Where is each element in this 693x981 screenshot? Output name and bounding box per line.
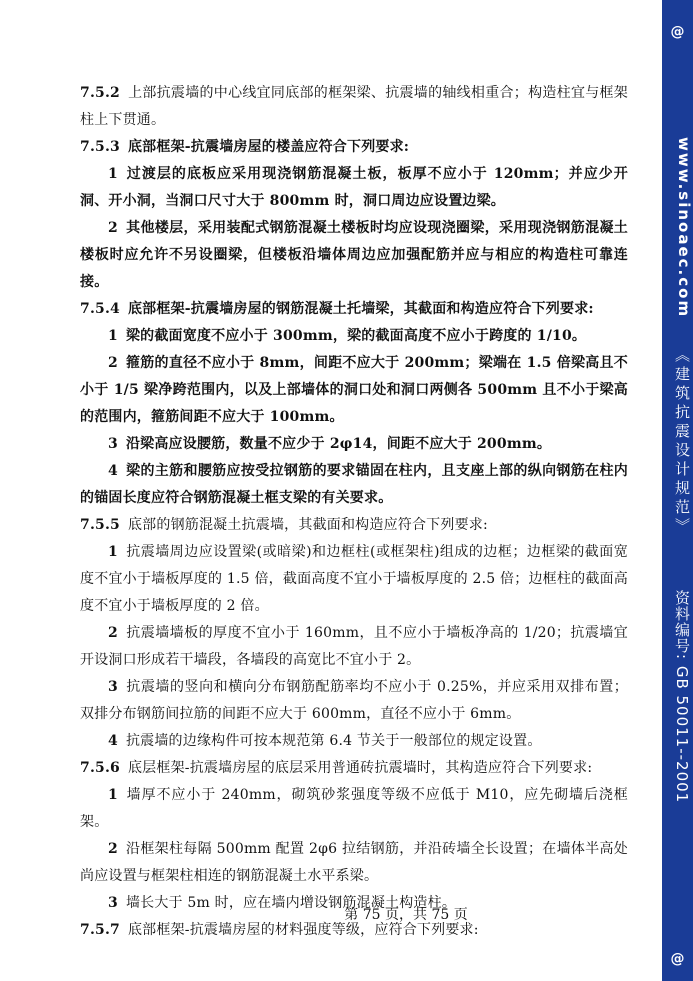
clause-number: 7.5.2: [80, 85, 120, 101]
clause-number: 7.5.4: [80, 301, 120, 317]
paragraph-text: 过渡层的底板应采用现浇钢筋混凝土板，板厚不应小于 120mm；并应少开洞、开小洞，当洞口尺寸大于 800mm 时，洞口周边应设置边梁。: [80, 166, 628, 209]
list-item: [80, 215, 628, 296]
paragraph-text: 箍筋的直径不应小于 8mm，间距不应大于 200mm；梁端在 1.5 倍梁高且不小于 1/5 梁净跨范围内，以及上部墙体的洞口处和洞口两侧各 500mm 且不小于梁高的范围内，箍筋间距不应大于 100mm。: [80, 355, 628, 425]
document-code-label: 资料编号: GB 50011--2001: [673, 590, 691, 804]
list-item: [80, 323, 628, 350]
side-banner: [662, 0, 693, 981]
item-number: 3: [108, 895, 118, 911]
paragraph-text: 墙厚不应小于 240mm，砌筑砂浆强度等级不应低于 M10，应先砌墙后浇框架。: [80, 787, 628, 830]
paragraph-text: 墙长大于 5m 时，应在墙内增设钢筋混凝土构造柱。: [125, 895, 457, 911]
list-item: [80, 161, 628, 215]
clause-paragraph: [80, 80, 628, 134]
paragraph-text: 抗震墙周边应设置梁(或暗梁)和边框柱(或框架柱)组成的边框；边框梁的截面宽度不宜小于墙板厚度的 1.5 倍，截面高度不宜小于墙板厚度的 2.5 倍；边框柱的截面高度不宜小于墙板厚度的 2 倍。: [80, 544, 628, 614]
list-item: [80, 782, 628, 836]
item-number: 1: [108, 328, 118, 344]
item-number: 1: [108, 787, 118, 803]
paragraph-text: 底部框架-抗震墙房屋的楼盖应符合下列要求:: [127, 139, 410, 155]
clause-paragraph: [80, 755, 628, 782]
item-number: 2: [108, 625, 118, 641]
clause-number: 7.5.6: [80, 760, 120, 776]
clause-paragraph: [80, 512, 628, 539]
book-title-label: 《建筑抗震设计规范》: [673, 347, 691, 537]
website-label: www.sinoaec.com: [675, 137, 693, 319]
paragraph-text: 梁的截面宽度不应小于 300mm，梁的截面高度不应小于跨度的 1/10。: [125, 328, 587, 344]
item-number: 4: [108, 463, 118, 479]
paragraph-text: 底部框架-抗震墙房屋的材料强度等级，应符合下列要求:: [127, 922, 479, 938]
document-body: [80, 80, 628, 944]
page-number: 第 75 页，共 75 页: [344, 907, 468, 923]
paragraph-text: 底层框架-抗震墙房屋的底层采用普通砖抗震墙时，其构造应符合下列要求:: [127, 760, 593, 776]
clause-paragraph: [80, 296, 628, 323]
paragraph-text: 梁的主筋和腰筋应按受拉钢筋的要求锚固在柱内，且支座上部的纵向钢筋在柱内的锚固长度应符合钢筋混凝土框支梁的有关要求。: [80, 463, 628, 506]
clause-paragraph: [80, 134, 628, 161]
paragraph-text: 底部的钢筋混凝土抗震墙，其截面和构造应符合下列要求:: [127, 517, 488, 533]
item-number: 4: [108, 733, 118, 749]
item-number: 3: [108, 436, 118, 452]
clause-number: 7.5.5: [80, 517, 120, 533]
list-item: [80, 728, 628, 755]
paragraph-text: 抗震墙墙板的厚度不宜小于 160mm，且不应小于墙板净高的 1/20；抗震墙宜开设洞口形成若干墙段，各墙段的高宽比不宜小于 2。: [80, 625, 628, 668]
paragraph-text: 上部抗震墙的中心线宜同底部的框架梁、抗震墙的轴线相重合；构造柱宜与框架柱上下贯通。: [80, 85, 628, 128]
clause-number: 7.5.3: [80, 139, 120, 155]
page-footer: [0, 904, 662, 924]
list-item: [80, 458, 628, 512]
paragraph-text: 其他楼层，采用装配式钢筋混凝土楼板时均应设现浇圈梁，采用现浇钢筋混凝土楼板时应允许不另设圈梁，但楼板沿墙体周边应加强配筋并应与相应的构造柱可靠连接。: [80, 220, 628, 290]
paragraph-text: 底部框架-抗震墙房屋的钢筋混凝土托墙梁，其截面和构造应符合下列要求:: [127, 301, 594, 317]
item-number: 3: [108, 679, 118, 695]
at-logo-top: @: [670, 24, 685, 40]
paragraph-text: 抗震墙的边缘构件可按本规范第 6.4 节关于一般部位的规定设置。: [125, 733, 542, 749]
list-item: [80, 836, 628, 890]
clause-number: 7.5.7: [80, 922, 120, 938]
list-item: [80, 431, 628, 458]
paragraph-text: 沿框架柱每隔 500mm 配置 2φ6 拉结钢筋，并沿砖墙全长设置；在墙体半高处尚应设置与框架柱相连的钢筋混凝土水平系梁。: [80, 841, 628, 884]
item-number: 2: [108, 355, 118, 371]
list-item: [80, 350, 628, 431]
paragraph-text: 抗震墙的竖向和横向分布钢筋配筋率均不应小于 0.25%，并应采用双排布置；双排分布钢筋间拉筋的间距不应大于 600mm，直径不应小于 6mm。: [80, 679, 628, 722]
item-number: 2: [108, 841, 118, 857]
list-item: [80, 620, 628, 674]
paragraph-text: 沿梁高应设腰筋，数量不应少于 2φ14，间距不应大于 200mm。: [125, 436, 552, 452]
list-item: [80, 539, 628, 620]
item-number: 2: [108, 220, 118, 236]
list-item: [80, 674, 628, 728]
item-number: 1: [108, 544, 118, 560]
item-number: 1: [108, 166, 118, 182]
at-logo-bottom: @: [670, 951, 685, 967]
